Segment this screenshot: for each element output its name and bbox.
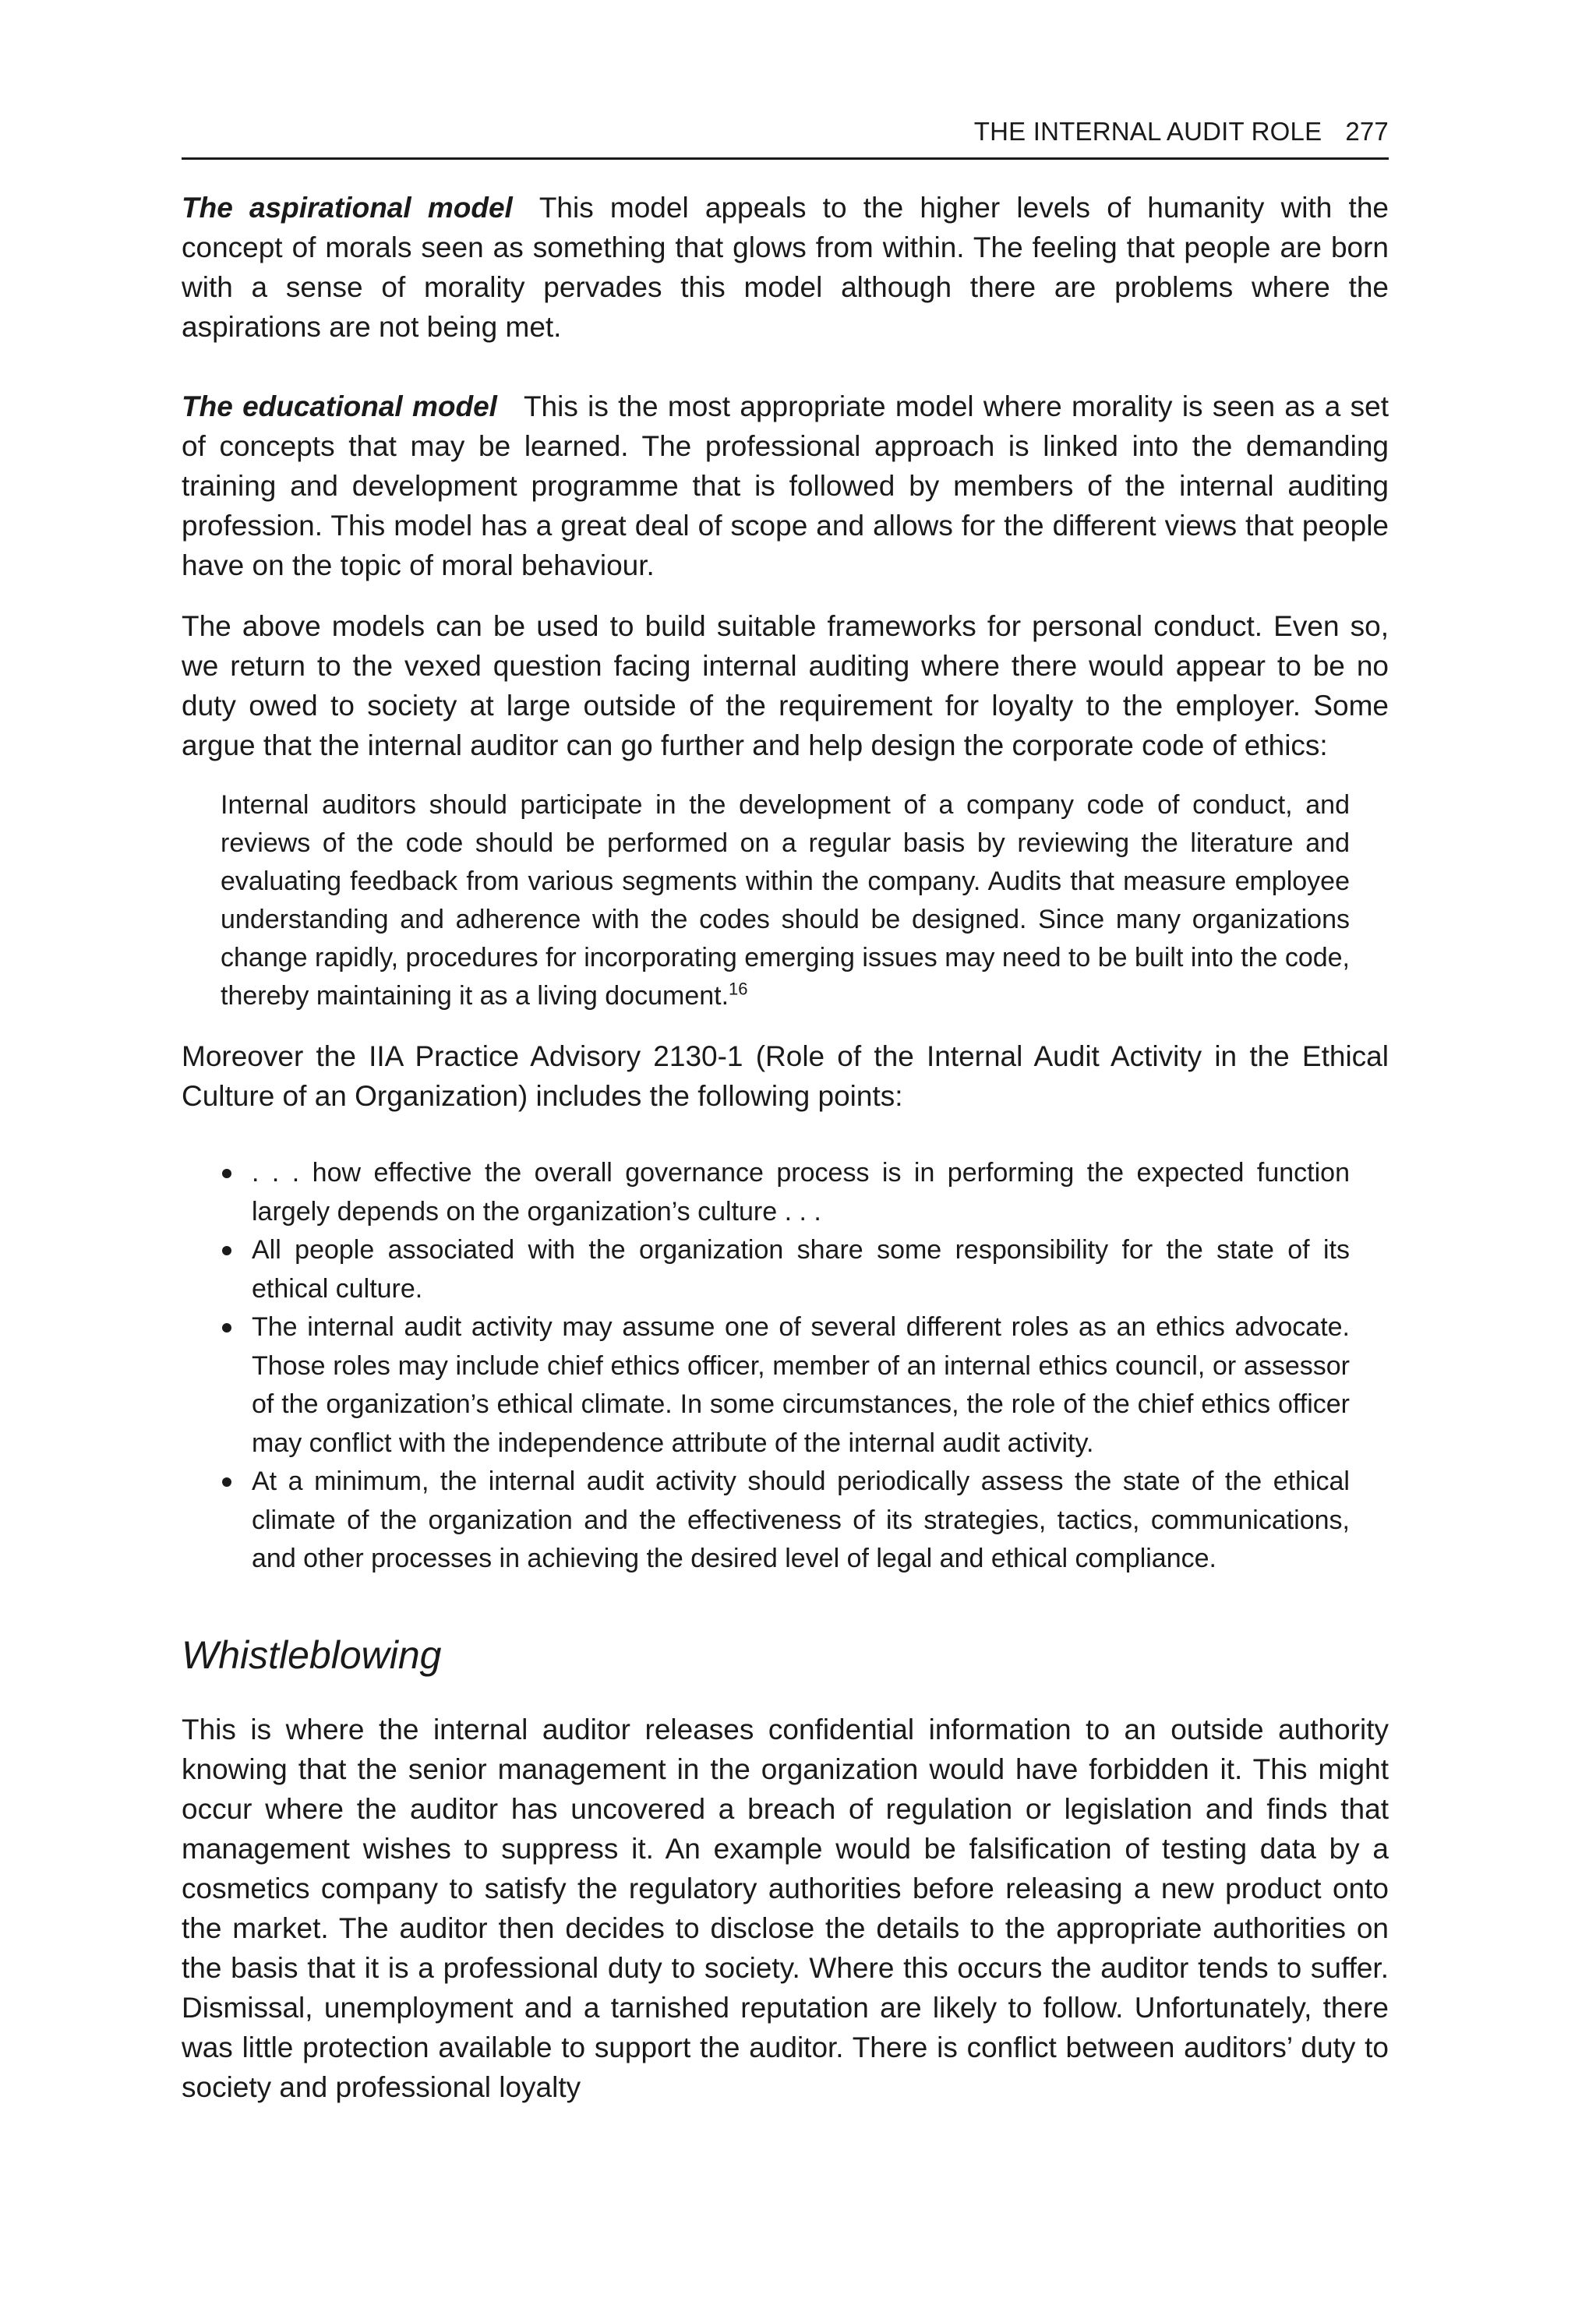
advisory-intro-paragraph: Moreover the IIA Practice Advisory 2130-1 (Role of the Internal Audit Activity in the Ethical Culture of an Organization) includes the following points: bbox=[182, 1040, 1389, 1112]
educational-model-label: The educational model bbox=[182, 390, 497, 422]
quote-text: Internal auditors should participate in the development of a company code of conduct, and reviews of the code should be performed on a regular basis by reviewing the literature and evaluating feedback from various segments within the company. Audits that measure employee understanding and adherence with the codes should be designed. Since many organizations change rapidly, procedures for incorporating emerging issues may need to be built into the code, thereby maintaining it as a living document. bbox=[221, 790, 1351, 1011]
page-number: 277 bbox=[1345, 117, 1389, 146]
list-item: The internal audit activity may assume one of several different roles as an ethics advocate. Those roles may include chief ethics officer, member of an internal ethics council, or assessor of the organization’s ethical climate. In some circumstances, the role of the chief ethics officer may conflict with the independence attribute of the internal audit activity. bbox=[221, 1308, 1350, 1463]
aspirational-model-text: This model appeals to the higher levels of humanity with the concept of morals seen as something that glows from within. The feeling that people are born with a sense of morality pervades this model although there are problems where the aspirations are not being met. bbox=[182, 192, 1389, 343]
bullet-icon bbox=[222, 1246, 231, 1255]
running-header bbox=[182, 117, 1389, 160]
whistleblowing-paragraph: This is where the internal auditor releases confidential information to an outside authority knowing that the senior management in the organization would have forbidden it. This might occur where the auditor has uncovered a breach of regulation or legislation and finds that management wishes to suppress it. An example would be falsification of testing data by a cosmetics company to satisfy the regulatory authorities before releasing a new product onto the market. The auditor then decides to disclose the details to the appropriate authorities on the basis that it is a professional duty to society. Where this occurs the auditor tends to suffer. Dismissal, unemployment and a tarnished reputation are likely to follow. Unfortunately, there was little protection available to support the auditor. There is conflict between auditors’ duty to society and professional loyalty bbox=[182, 1713, 1389, 2103]
book-page bbox=[182, 117, 1389, 2107]
aspirational-model-label: The aspirational model bbox=[182, 192, 513, 224]
running-title: THE INTERNAL AUDIT ROLE bbox=[973, 117, 1322, 146]
educational-model-text: This is the most appropriate model where morality is seen as a set of concepts that may be learned. The professional approach is linked into the demanding training and development programme that is followed by members of the internal auditing profession. This model has a great deal of scope and allows for the different views that people have on the topic of moral behaviour. bbox=[182, 390, 1389, 581]
bullet-icon bbox=[222, 1477, 231, 1487]
bullet-icon bbox=[222, 1323, 231, 1332]
code-of-conduct-quote bbox=[221, 786, 1350, 1015]
models-summary-paragraph: The above models can be used to build suitable frameworks for personal conduct. Even so, we return to the vexed question facing internal auditing where there would appear to be no duty owed to society at large outside of the requirement for loyalty to the employer. Some argue that the internal auditor can go further and help design the corporate code of ethics: bbox=[182, 610, 1389, 761]
aspirational-model-paragraph bbox=[182, 188, 1389, 347]
footnote-reference: 16 bbox=[729, 979, 748, 999]
section-heading-whistleblowing: Whistleblowing bbox=[182, 1632, 442, 1677]
list-item: . . . how effective the overall governance process is in performing the expected function largely depends on the organization’s culture . . . bbox=[221, 1154, 1350, 1231]
bullet-icon bbox=[222, 1169, 231, 1178]
educational-model-paragraph bbox=[182, 386, 1389, 585]
list-item: All people associated with the organization share some responsibility for the state of its ethical culture. bbox=[221, 1231, 1350, 1308]
list-item: At a minimum, the internal audit activity should periodically assess the state of the ethical climate of the organization and the effectiveness of its strategies, tactics, communications, and other processes in achieving the desired level of legal and ethical compliance. bbox=[221, 1463, 1350, 1579]
advisory-points-list bbox=[221, 1154, 1350, 1579]
